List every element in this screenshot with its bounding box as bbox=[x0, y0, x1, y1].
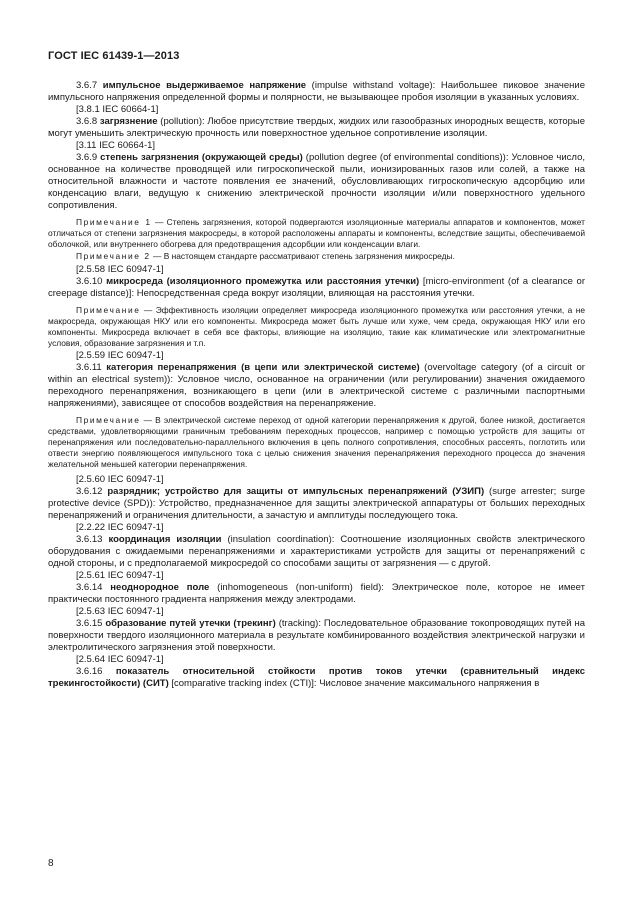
reference: [2.5.61 IEC 60947-1] bbox=[76, 570, 164, 582]
term: степень загрязнения (окружающей среды) bbox=[100, 152, 303, 163]
term: импульсное выдерживаемое напряжение bbox=[102, 80, 307, 91]
reference: [2.5.63 IEC 60947-1] bbox=[76, 606, 164, 618]
note: Примечание 1 — Степень загрязнения, которой подвергаются изоляционные материалы аппаратов и компонентов, может отличаться от степени загрязнения макросреды, в которой расположены аппараты и компоненты, вследствие защиты, обеспечиваемой оболочкой, или внутреннего обогрева для предотвращения адсорбции или конденсации влаги. bbox=[48, 217, 585, 249]
document-header: ГОСТ IEC 61439-1—2013 bbox=[48, 50, 180, 62]
note: Примечание 2 — В настоящем стандарте рассматривают степень загрязнения микросреды. bbox=[76, 251, 455, 262]
clause-3-6-13: 3.6.13 координация изоляции (insulation coordination): Соотношение изоляционных свойств электрического оборудования с ожидаемыми перенапряжениями и характеристиками устройств для защиты от перенапряжений с одной стороны, и с предполагаемой микросредой со способами защиты от загрязнения — с другой. bbox=[48, 534, 585, 570]
clause-3-6-11: 3.6.11 категория перенапряжения (в цепи или электрической системе) (overvoltage category (of a circuit or within an electrical system)): Условное число, основанное на ограничении (или регулировании) значения ожидаемого переходного перенапряжения, возникающего в цепи (или в электрической системе с различными паспортными напряжениями), зависящее от способов воздействия на перенапряжение. bbox=[48, 362, 585, 410]
term: неоднородное поле bbox=[110, 582, 210, 594]
term: показатель относительной стойкости против токов утечки (сравнительный индекс трекингостойкости) (СИТ) bbox=[48, 666, 585, 690]
clause-3-6-8: 3.6.8 загрязнение (pollution): Любое присутствие твердых, жидких или газообразных инородных веществ, которые могут уменьшить электрическую прочность или поверхностное удельное сопротивление изоляции. bbox=[48, 116, 585, 139]
reference: [3.11 IEC 60664-1] bbox=[76, 140, 156, 151]
clause-3-6-10: 3.6.10 микросреда (изоляционного промежутка или расстояния утечки) [micro-environment (of a clearance or creepage distance)]: Непосредственная среда вокруг изоляции, влияющая на расстояния утечки. bbox=[48, 276, 585, 300]
reference: [2.5.58 IEC 60947-1] bbox=[76, 264, 164, 276]
clause-3-6-9: 3.6.9 степень загрязнения (окружающей среды) (pollution degree (of environmental conditions)): Условное число, основанное на количестве проводящей или гигроскопической пыли, ионизированных газов или солей, а также на относительной влажности и частоте появления ее значений, обусловливающих гигроскопическую адсорбцию или конденсацию влаги, ведущую к снижению электрической прочности изоляции и/или поверхностного удельного сопротивления. bbox=[48, 152, 585, 211]
clause-3-6-15: 3.6.15 образование путей утечки (трекинг) (tracking): Последовательное образование токопроводящих путей на поверхности твердого изоляционного материала в результате комбинированного воздействия электрической нагрузки и электролитического загрязнения этой поверхности. bbox=[48, 618, 585, 654]
term: категория перенапряжения (в цепи или электрической системе) bbox=[106, 362, 420, 374]
clause-3-6-14: 3.6.14 неоднородное поле (inhomogeneous (non-uniform) field): Электрическое поле, которое не имеет практически постоянного градиента напряжения между электродами. bbox=[48, 582, 585, 606]
reference: [2.5.59 IEC 60947-1] bbox=[76, 350, 164, 362]
page-number: 8 bbox=[48, 858, 54, 869]
note: Примечание — В электрической системе переход от одной категории перенапряжения к другой, более низкой, достигается средствами, удовлетворяющими граничным требованиям переходных процессов, например с помощью устройств для защиты от перенапряжения или последовательно-параллельного включения в цепь полного сопротивления, способных рассеять, поглотить или отвести энергию появляющегося импульсного тока с целью снижения значения перенапряжения переходного процесса до значения желательной меньшей категории перенапряжения. bbox=[48, 415, 585, 469]
clause-3-6-12: 3.6.12 разрядник; устройство для защиты от импульсных перенапряжений (УЗИП) (surge arrester; surge protective device (SPD)): Устройство, предназначенное для защиты электрической аппаратуры от больших переходных перенапряжений и ограничения длительности, а зачастую и амплитуды последующего тока. bbox=[48, 486, 585, 522]
reference: [2.2.22 IEC 60947-1] bbox=[76, 522, 164, 534]
reference: [2.5.60 IEC 60947-1] bbox=[76, 474, 164, 486]
note: Примечание — Эффективность изоляции определяет микросреда изоляционного промежутка или расстояния утечки, а не макросреда, окружающая НКУ или его компоненты. Микросреда может быть лучше или хуже, чем среда, окружающая НКУ или его компоненты. Микросреда включает в себя все факторы, влияющие на изоляцию, такие как климатические или электромагнитные условия, образование загрязнения и т.п. bbox=[48, 305, 585, 348]
document-body bbox=[48, 80, 585, 690]
reference: [2.5.64 IEC 60947-1] bbox=[76, 654, 164, 666]
term: образование путей утечки (трекинг) bbox=[105, 618, 276, 630]
reference: [3.8.1 IEC 60664-1] bbox=[76, 104, 159, 115]
clause-3-6-16: 3.6.16 показатель относительной стойкости против токов утечки (сравнительный индекс трекингостойкости) (СИТ) [comparative tracking index (CTI)]: Числовое значение максимального напряжения в bbox=[48, 666, 585, 690]
clause-3-6-7: 3.6.7 импульсное выдерживаемое напряжение (impulse withstand voltage): Наибольшее пиковое значение импульсного напряжения определенной формы и полярности, не вызывающее пробоя изоляции в указанных условиях. bbox=[48, 80, 585, 103]
term: разрядник; устройство для защиты от импульсных перенапряжений (УЗИП) bbox=[107, 486, 485, 498]
term: координация изоляции bbox=[108, 534, 222, 546]
term: микросреда (изоляционного промежутка или расстояния утечки) bbox=[106, 276, 420, 288]
term: загрязнение bbox=[99, 116, 158, 127]
